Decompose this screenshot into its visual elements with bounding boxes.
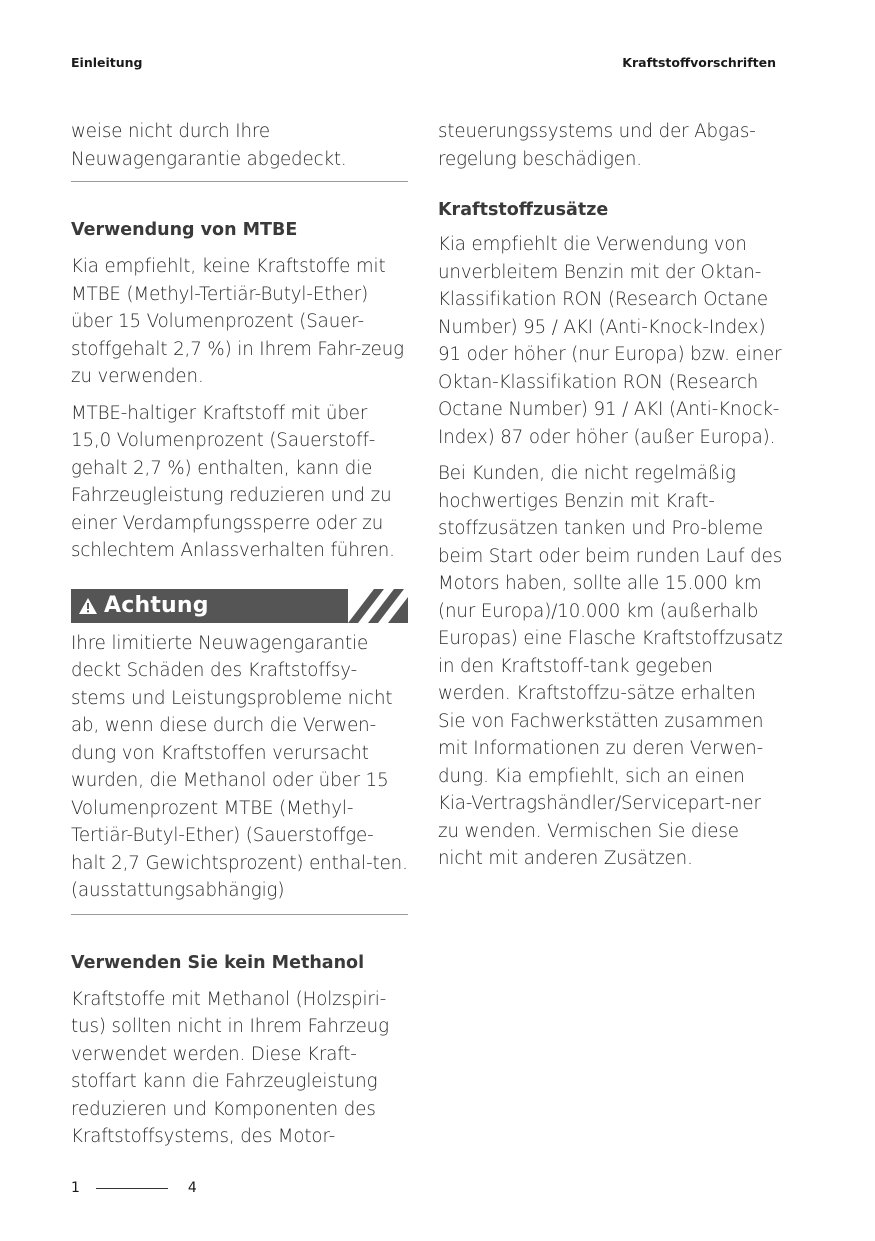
left-column bbox=[71, 118, 408, 1151]
chapter-number: 1 bbox=[71, 1180, 80, 1196]
footer-line bbox=[96, 1188, 168, 1189]
warning-triangle-icon bbox=[78, 596, 98, 616]
right-column bbox=[438, 118, 783, 873]
section-divider bbox=[71, 181, 408, 182]
intro-text: weise nicht durch Ihre Neuwagengarantie abgedeckt. bbox=[71, 121, 347, 170]
caution-divider bbox=[71, 914, 408, 915]
continued-text: steuerungssystems und der Abgas-regelung beschädigen. bbox=[438, 121, 756, 170]
methanol-paragraph: Kraftstoffe mit Methanol (Holzspiri-tus) sollten nicht in Ihrem Fahrzeug verwendet werden. Diese Kraft-stoffart kann die Fahrzeugleistung reduzieren und Komponenten des Kraftstoffsystems, des Motor- bbox=[71, 988, 389, 1147]
additives-heading: Kraftstoffzusätze bbox=[438, 200, 609, 220]
running-header-left: Einleitung bbox=[71, 55, 143, 70]
caution-text: Ihre limitierte Neuwagengarantie deckt Schäden des Kraftstoffsy-stems und Leistungsprobleme nicht ab, wenn diese durch die Verwen-dung von Kraftstoffen verursacht wurden, die Methanol oder über 15 Volumenprozent MTBE (Methyl-Tertiär-Butyl-Ether) (Sauerstoffge-halt 2,7 Gewichtsprozent) enthal-ten. (ausstattungsabhängig) bbox=[71, 632, 408, 901]
additives-paragraph-1: Kia empfiehlt die Verwendung von unverbleitem Benzin mit der Oktan-Klassifikation RON (Research Octane Number) 95 / AKI (Anti-Knock-Index) 91 oder höher (nur Europa) bzw. einer Oktan-Klassifikation RON (Research Octane Number) 91 / AKI (Anti-Knock-Index) 87 oder höher (außer Europa). bbox=[438, 234, 782, 448]
mtbe-heading: Verwendung von MTBE bbox=[71, 220, 298, 240]
page-footer bbox=[71, 1180, 197, 1196]
caution-title: Achtung bbox=[104, 593, 209, 618]
mtbe-paragraph-1: Kia empfiehlt, keine Kraftstoffe mit MTBE (Methyl-Tertiär-Butyl-Ether) über 15 Volumenprozent (Sauer-stoffgehalt 2,7 %) in Ihrem Fahr-zeug zu verwenden. bbox=[71, 256, 404, 387]
caution-banner bbox=[71, 589, 408, 623]
page-number: 4 bbox=[187, 1180, 197, 1196]
caution-stripes bbox=[348, 589, 408, 623]
mtbe-paragraph-2: MTBE-haltiger Kraftstoff mit über 15,0 Volumenprozent (Sauerstoff-gehalt 2,7 %) enthalten, kann die Fahrzeugleistung reduzieren und zu einer Verdampfungssperre oder zu schlechtem Anlassverhalten führen. bbox=[71, 402, 395, 561]
running-header-right: Kraftstoffvorschriften bbox=[622, 55, 776, 70]
additives-paragraph-2: Bei Kunden, die nicht regelmäßig hochwertiges Benzin mit Kraft-stoffzusätzen tanken und Pro-bleme beim Start oder beim runden Lauf des Motors haben, sollte alle 15.000 km (nur Europa)/10.000 km (außerhalb Europas) eine Flasche Kraftstoffzusatz in den Kraftstoff-tank gegeben werden. Kraftstoffzu-sätze erhalten Sie von Fachwerkstätten zusammen mit Informationen zu deren Verwen-dung. Kia empfiehlt, sich an einen Kia-Vertragshändler/Servicepart-ner zu wenden. Vermischen Sie diese nicht mit anderen Zusätzen. bbox=[438, 463, 783, 869]
methanol-heading: Verwenden Sie kein Methanol bbox=[71, 952, 365, 973]
